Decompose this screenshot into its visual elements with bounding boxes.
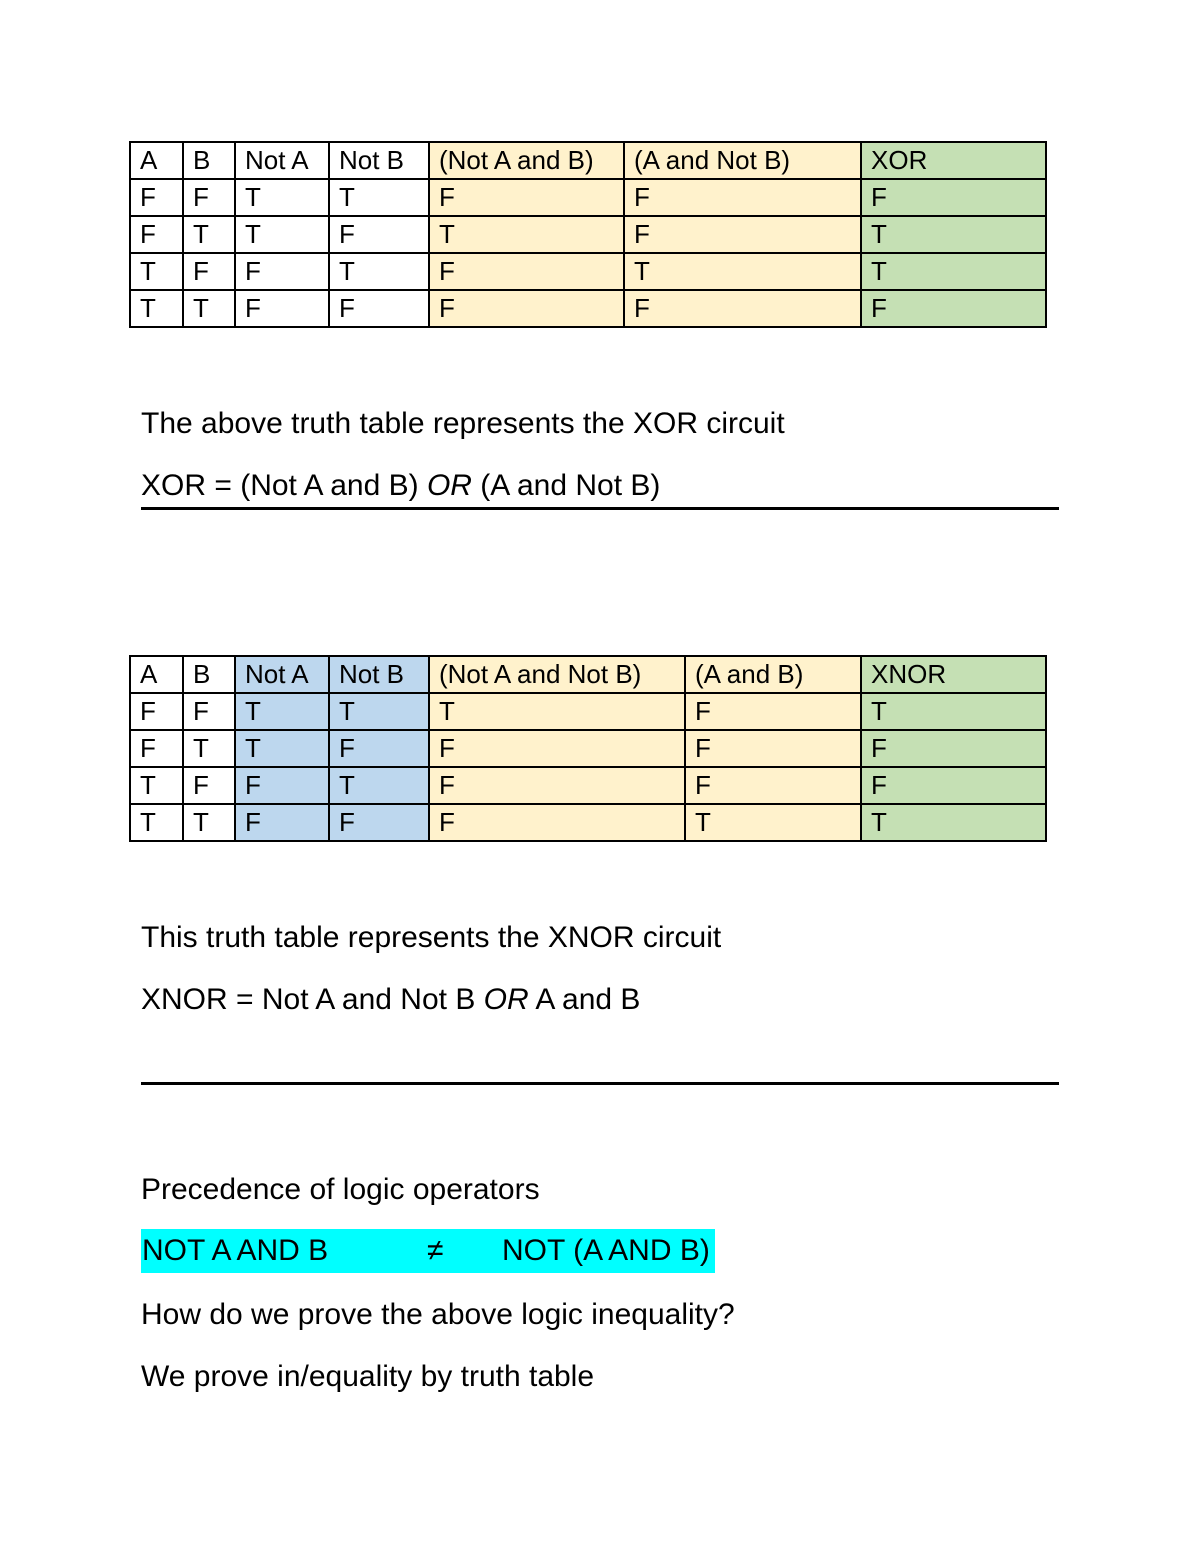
header-cell: Not B — [329, 656, 429, 693]
table-cell: F — [624, 179, 861, 216]
table-cell: F — [685, 693, 861, 730]
table-cell: T — [130, 290, 183, 327]
table-cell: F — [429, 804, 685, 841]
precedence-answer: We prove in/equality by truth table — [141, 1360, 595, 1393]
table-cell: F — [861, 179, 1046, 216]
table-cell: T — [685, 804, 861, 841]
xor-formula — [141, 468, 660, 504]
table-cell: F — [183, 767, 235, 804]
table-header-row — [130, 142, 1046, 179]
table-cell: T — [429, 216, 624, 253]
table-cell: F — [685, 767, 861, 804]
table-cell: T — [130, 804, 183, 841]
table-cell: T — [861, 804, 1046, 841]
header-cell: A — [130, 142, 183, 179]
xnor-caption: This truth table represents the XNOR circuit — [141, 921, 722, 954]
table-cell: T — [130, 253, 183, 290]
table-row — [130, 290, 1046, 327]
table-cell: F — [329, 290, 429, 327]
table-cell: F — [624, 290, 861, 327]
table-cell: T — [329, 767, 429, 804]
xor-formula-operator: OR — [426, 469, 472, 502]
table-row — [130, 730, 1046, 767]
table-cell: T — [861, 216, 1046, 253]
table-cell: F — [329, 730, 429, 767]
xnor-formula-operator: OR — [483, 983, 529, 1016]
header-cell: (A and Not B) — [624, 142, 861, 179]
header-cell: Not A — [235, 142, 329, 179]
table-cell: F — [235, 804, 329, 841]
table-row — [130, 253, 1046, 290]
table-cell: F — [183, 179, 235, 216]
table-cell: F — [429, 730, 685, 767]
table-cell: T — [329, 253, 429, 290]
table-row — [130, 216, 1046, 253]
xor-truth-table — [129, 141, 1047, 328]
table-cell: F — [429, 253, 624, 290]
table-cell: T — [235, 216, 329, 253]
table-cell: F — [130, 693, 183, 730]
section-divider — [141, 507, 1059, 510]
table-cell: T — [329, 693, 429, 730]
xor-formula-left: XOR = (Not A and B) — [141, 469, 427, 502]
table-cell: F — [130, 179, 183, 216]
table-cell: F — [235, 767, 329, 804]
precedence-inequality — [141, 1229, 715, 1273]
header-cell: Not A — [235, 656, 329, 693]
table-cell: T — [329, 179, 429, 216]
table-cell: F — [624, 216, 861, 253]
table-row — [130, 693, 1046, 730]
table-cell: F — [429, 290, 624, 327]
table-cell: T — [183, 730, 235, 767]
xor-caption: The above truth table represents the XOR circuit — [141, 407, 785, 440]
table-cell: T — [429, 693, 685, 730]
table-cell: F — [861, 767, 1046, 804]
table-cell: F — [183, 253, 235, 290]
xnor-formula-right: A and B — [528, 983, 641, 1016]
header-cell: (A and B) — [685, 656, 861, 693]
table-cell: F — [183, 693, 235, 730]
header-cell: XNOR — [861, 656, 1046, 693]
table-row — [130, 804, 1046, 841]
header-cell: (Not A and Not B) — [429, 656, 685, 693]
table-cell: F — [130, 730, 183, 767]
not-equal-symbol: ≠ — [427, 1234, 444, 1267]
header-cell: XOR — [861, 142, 1046, 179]
header-cell: A — [130, 656, 183, 693]
table-row — [130, 179, 1046, 216]
header-cell: (Not A and B) — [429, 142, 624, 179]
table-cell: F — [329, 216, 429, 253]
table-cell: T — [183, 804, 235, 841]
inequality-left-expression: NOT A AND B — [142, 1234, 329, 1267]
table-header-row — [130, 656, 1046, 693]
table-cell: T — [235, 730, 329, 767]
inequality-right-expression: NOT (A AND B) — [502, 1234, 710, 1267]
table-cell: F — [861, 730, 1046, 767]
table-cell: T — [130, 767, 183, 804]
table-cell: T — [235, 693, 329, 730]
precedence-heading: Precedence of logic operators — [141, 1173, 540, 1206]
table-cell: T — [183, 290, 235, 327]
table-cell: F — [235, 253, 329, 290]
table-cell: F — [329, 804, 429, 841]
xnor-formula-left: XNOR = Not A and Not B — [141, 983, 484, 1016]
header-cell: B — [183, 142, 235, 179]
table-cell: T — [861, 693, 1046, 730]
xor-formula-right: (A and Not B) — [471, 469, 661, 502]
precedence-question: How do we prove the above logic inequality? — [141, 1298, 735, 1331]
table-cell: F — [429, 179, 624, 216]
header-cell: B — [183, 656, 235, 693]
xnor-formula — [141, 982, 640, 1018]
table-cell: F — [429, 767, 685, 804]
table-cell: F — [130, 216, 183, 253]
table-cell: T — [235, 179, 329, 216]
table-cell: F — [685, 730, 861, 767]
table-cell: F — [861, 290, 1046, 327]
table-cell: T — [624, 253, 861, 290]
table-row — [130, 767, 1046, 804]
xnor-truth-table — [129, 655, 1047, 842]
table-cell: T — [861, 253, 1046, 290]
table-cell: F — [235, 290, 329, 327]
table-cell: T — [183, 216, 235, 253]
header-cell: Not B — [329, 142, 429, 179]
section-divider — [141, 1082, 1059, 1085]
